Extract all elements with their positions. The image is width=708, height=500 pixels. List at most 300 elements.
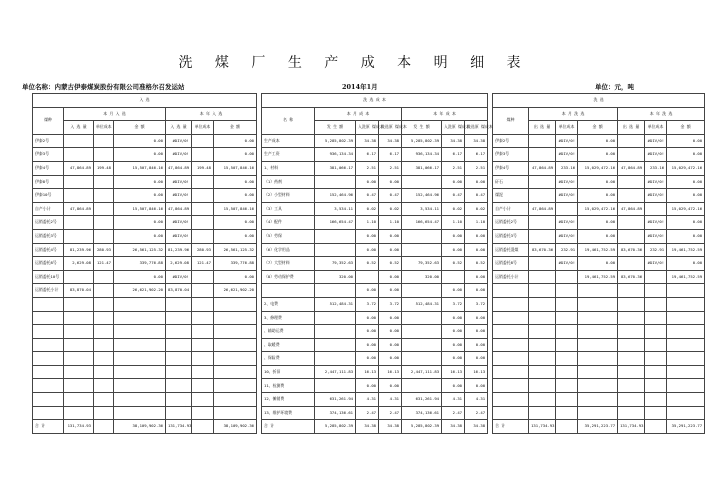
cell-m-uc — [94, 379, 114, 393]
table-row — [33, 325, 705, 339]
cell-o-amt — [578, 297, 618, 311]
cell-c-in: 0.00 — [356, 338, 379, 352]
cell-c-wash: 0.00 — [379, 379, 402, 393]
table-row — [33, 189, 705, 203]
cell-y-uc: 280.93 — [192, 243, 214, 257]
cell-y-uc — [192, 134, 214, 148]
cell-m-qty — [64, 311, 94, 325]
cell-oy-amt: 0.00 — [667, 216, 705, 230]
cell-o-uc: #DIV/0! — [556, 134, 578, 148]
cell-oy-qty — [618, 284, 645, 298]
cell-oy-uc — [645, 379, 667, 393]
cell-oy-uc — [645, 406, 667, 420]
cell-cy-amt: 631,261.94 — [402, 393, 442, 407]
cell-m-qty — [64, 216, 94, 230]
cell-oy-uc — [645, 420, 667, 434]
cell-coal: 运销委托小计 — [33, 284, 64, 298]
cell-o-qty — [529, 352, 556, 366]
cell-o-amt: 19,461,752.59 — [578, 270, 618, 284]
cell-oy-uc: 233.16 — [645, 161, 667, 175]
cell-cy-in: 0.00 — [442, 352, 465, 366]
cell-c-wash: 0.02 — [379, 202, 402, 216]
cell-y-qty: 47,864.89 — [166, 161, 192, 175]
cell-m-amt: 339,776.88 — [114, 257, 166, 271]
cell-oy-amt: 35,291,223.77 — [667, 420, 705, 434]
cell-cy-in: 0.00 — [442, 338, 465, 352]
cell-y-qty: 81,239.96 — [166, 243, 192, 257]
cell-cy-amt: 152,464.96 — [402, 189, 442, 203]
cell-coal: 伊泰10号 — [33, 189, 64, 203]
cell-cy-wash: 34.38 — [465, 420, 488, 434]
cell-oy-amt: 0.00 — [667, 134, 705, 148]
cell-o-uc — [556, 379, 578, 393]
cell-m-qty: 47,864.89 — [64, 161, 94, 175]
cell-o-amt: 0.00 — [578, 257, 618, 271]
unit-name: 单位名称：内蒙古伊泰煤炭股份有限公司准格尔召发运站 — [22, 83, 185, 91]
cell-o-uc: #DIV/0! — [556, 148, 578, 162]
table-row — [33, 393, 705, 407]
cell-oy-amt — [667, 325, 705, 339]
cell-o-uc: #DIV/0! — [556, 216, 578, 230]
cell-y-qty: #DIV/0! — [166, 189, 192, 203]
cell-o-uc — [556, 393, 578, 407]
cell-o-uc — [556, 202, 578, 216]
cell-m-amt — [114, 311, 166, 325]
cell-m-uc — [94, 365, 114, 379]
cell-cy-amt: 5,285,802.39 — [402, 420, 442, 434]
cell-coal2: 矸石 — [493, 175, 529, 189]
cell-oy-qty — [618, 338, 645, 352]
cell-y-uc — [192, 379, 214, 393]
cell-m-amt: 15,507,846.16 — [114, 161, 166, 175]
cell-cy-wash: 4.31 — [465, 393, 488, 407]
cell-cy-amt — [402, 243, 442, 257]
cell-o-uc: #DIV/0! — [556, 229, 578, 243]
cell-y-qty: #DIV/0! — [166, 134, 192, 148]
washing-header: 洗 选 — [493, 94, 705, 108]
table-row — [33, 148, 705, 162]
cell-cy-wash: 0.00 — [465, 270, 488, 284]
cell-oy-amt: 15,029,472.16 — [667, 161, 705, 175]
cell-o-uc — [556, 406, 578, 420]
cell-y-uc — [192, 284, 214, 298]
cell-oy-qty — [618, 175, 645, 189]
cell-cy-in — [442, 270, 465, 284]
cell-name: （6）化学用品 — [262, 243, 315, 257]
cell-coal2: 自产小计 — [493, 202, 529, 216]
cell-coal — [33, 338, 64, 352]
cell-oy-qty: 131,734.93 — [618, 420, 645, 434]
cell-coal2: 运销委托3号 — [493, 229, 529, 243]
cell-oy-uc: #DIV/0! — [645, 134, 667, 148]
cell-c-wash: 4.31 — [379, 393, 402, 407]
cell-c-in: 34.38 — [356, 134, 379, 148]
cell-coal: 运销委托10号 — [33, 270, 64, 284]
cell-coal2 — [493, 325, 529, 339]
cell-m-uc — [94, 202, 114, 216]
cell-y-uc — [192, 202, 214, 216]
table-row — [33, 338, 705, 352]
cell-oy-uc: #DIV/0! — [645, 175, 667, 189]
cell-coal: 运销委托4号 — [33, 243, 64, 257]
cell-c-amt — [315, 229, 356, 243]
cell-o-amt: 0.00 — [578, 148, 618, 162]
cell-m-amt — [114, 379, 166, 393]
cell-oy-qty — [618, 297, 645, 311]
cell-c-in: 3.72 — [356, 297, 379, 311]
cell-oy-qty — [618, 216, 645, 230]
cell-cy-amt — [402, 175, 442, 189]
cell-m-uc — [94, 148, 114, 162]
table-row — [33, 257, 705, 271]
cell-cy-wash: 0.00 — [465, 284, 488, 298]
cell-y-qty — [166, 352, 192, 366]
cell-y-amt: 26,561,125.32 — [214, 243, 257, 257]
cell-y-uc — [192, 311, 214, 325]
cell-oy-qty — [618, 134, 645, 148]
cell-y-uc — [192, 189, 214, 203]
cell-c-amt: 79,352.63 — [315, 257, 356, 271]
cell-coal — [33, 325, 64, 339]
cell-c-amt: 381,066.17 — [315, 161, 356, 175]
table-row — [33, 243, 705, 257]
col-amount-year: 金 额 — [214, 121, 257, 135]
cell-cy-wash: 3.72 — [465, 297, 488, 311]
cell-o-amt: 0.00 — [578, 175, 618, 189]
cell-m-amt — [114, 338, 166, 352]
cell-name: （8）劳动保护费 — [262, 270, 315, 284]
cell-cy-wash: 0.00 — [465, 338, 488, 352]
cell-oy-qty: 47,864.89 — [618, 202, 645, 216]
cell-cy-wash: 0.00 — [465, 229, 488, 243]
cell-y-uc — [192, 297, 214, 311]
cell-c-in: 0.00 — [356, 352, 379, 366]
cell-oy-uc: 232.91 — [645, 243, 667, 257]
table-row — [33, 270, 705, 284]
cell-coal2 — [493, 406, 529, 420]
cell-oy-qty — [618, 379, 645, 393]
cell-m-amt — [114, 325, 166, 339]
cell-name: 2、电费 — [262, 297, 315, 311]
cell-c-wash: 0.00 — [379, 338, 402, 352]
cell-coal — [33, 379, 64, 393]
cell-oy-amt: 0.00 — [667, 148, 705, 162]
cell-y-uc — [192, 325, 214, 339]
cell-m-amt: 0.00 — [114, 229, 166, 243]
cell-coal2 — [493, 311, 529, 325]
cell-coal: 运销委托8号 — [33, 257, 64, 271]
cell-oy-uc: #DIV/0! — [645, 216, 667, 230]
cell-oy-qty: 83,670.36 — [618, 270, 645, 284]
cell-c-amt — [315, 352, 356, 366]
cell-o-uc — [556, 352, 578, 366]
col-out-unit-cost: 单位成本 — [556, 121, 578, 135]
cell-y-uc: 199.48 — [192, 161, 214, 175]
cell-cy-in: 6.17 — [442, 148, 465, 162]
cell-oy-qty — [618, 352, 645, 366]
col-out-unit-cost-year: 单位成本 — [645, 121, 667, 135]
cell-oy-qty — [618, 311, 645, 325]
cell-c-in: 2.47 — [356, 406, 379, 420]
cell-cy-wash: 0.00 — [465, 311, 488, 325]
cell-c-amt: 5,285,802.39 — [315, 420, 356, 434]
cell-o-qty — [529, 338, 556, 352]
cell-c-wash: 1.10 — [379, 216, 402, 230]
cell-m-uc — [94, 420, 114, 434]
cell-m-qty — [64, 325, 94, 339]
cell-o-qty — [529, 175, 556, 189]
col-per-ton-intake: 入洗原 煤成本 — [356, 121, 379, 135]
cell-cy-amt: 2,447,111.83 — [402, 365, 442, 379]
cell-coal2: 运销委托小计 — [493, 270, 529, 284]
cell-oy-uc — [645, 338, 667, 352]
cell-cy-in: 0.02 — [442, 202, 465, 216]
cell-c-wash: 0.52 — [379, 257, 402, 271]
cell-cy-in: 0.52 — [442, 257, 465, 271]
cell-y-uc — [192, 175, 214, 189]
cell-o-uc — [556, 284, 578, 298]
cell-oy-qty: 47,864.89 — [618, 161, 645, 175]
cell-y-qty: #DIV/0! — [166, 270, 192, 284]
cell-o-qty: 131,734.93 — [529, 420, 556, 434]
cell-name: 合 计 — [262, 420, 315, 434]
cell-name: （5）劳保 — [262, 229, 315, 243]
cell-c-wash: 3.72 — [379, 297, 402, 311]
cell-oy-uc: #DIV/0! — [645, 189, 667, 203]
cell-y-uc — [192, 365, 214, 379]
cell-c-amt — [315, 379, 356, 393]
cell-cy-amt: 320.00 — [402, 270, 442, 284]
cell-c-wash: 0.00 — [379, 243, 402, 257]
cell-o-uc — [556, 297, 578, 311]
cell-coal: 伊泰8号 — [33, 175, 64, 189]
unit-label: 单位：元，吨 — [595, 83, 634, 91]
col-per-ton-washed-year: 洗选原 煤成本 — [465, 121, 488, 135]
cell-c-in: 0.00 — [356, 311, 379, 325]
header-row-1 — [33, 94, 705, 108]
col-per-ton-intake-year: 入洗原 煤成本 — [442, 121, 465, 135]
cell-name: 生产成本 — [262, 134, 315, 148]
cell-y-amt — [214, 393, 257, 407]
cell-m-amt — [114, 393, 166, 407]
cell-coal2 — [493, 297, 529, 311]
cell-y-qty: 47,864.89 — [166, 202, 192, 216]
table-row — [33, 229, 705, 243]
cell-cy-wash: 0.47 — [465, 189, 488, 203]
cell-oy-amt: 0.00 — [667, 229, 705, 243]
cell-oy-qty — [618, 148, 645, 162]
cell-o-amt: 15,029,472.16 — [578, 202, 618, 216]
cell-m-uc — [94, 189, 114, 203]
cell-oy-uc — [645, 325, 667, 339]
cell-c-amt: 5,285,802.39 — [315, 134, 356, 148]
cell-m-qty: 2,629.08 — [64, 257, 94, 271]
cell-y-uc — [192, 148, 214, 162]
cell-name: 11、检测费 — [262, 379, 315, 393]
cell-cy-in: 0.00 — [442, 175, 465, 189]
cell-coal — [33, 352, 64, 366]
cell-name: 10、折旧 — [262, 365, 315, 379]
header-row-2 — [33, 107, 705, 121]
cell-c-in: 1.10 — [356, 216, 379, 230]
cell-c-in: 0.02 — [356, 202, 379, 216]
cell-c-amt: 512,484.31 — [315, 297, 356, 311]
cell-cy-in: 2.47 — [442, 406, 465, 420]
cell-c-amt — [315, 311, 356, 325]
cell-y-qty: #DIV/0! — [166, 216, 192, 230]
cost-year-header: 本 年 成 本 — [402, 107, 488, 121]
cell-c-in: 16.13 — [356, 365, 379, 379]
col-outbound-qty-year: 出 选 量 — [618, 121, 645, 135]
cell-oy-amt: 15,029,472.16 — [667, 202, 705, 216]
cell-m-uc — [94, 338, 114, 352]
cell-o-qty: 47,864.89 — [529, 161, 556, 175]
cell-cy-in: 0.00 — [442, 229, 465, 243]
cell-oy-amt — [667, 379, 705, 393]
table-row — [33, 379, 705, 393]
cell-cy-wash: 2.51 — [465, 161, 488, 175]
table-row — [33, 406, 705, 420]
cell-name: （3）工具 — [262, 202, 315, 216]
cell-c-amt: 936,134.34 — [315, 148, 356, 162]
col-outbound-qty: 出 选 量 — [529, 121, 556, 135]
cell-m-amt: 15,507,846.16 — [114, 202, 166, 216]
cell-cy-in: 2.51 — [442, 161, 465, 175]
cell-coal2: 伊泰2号 — [493, 134, 529, 148]
cell-cy-in: 1.10 — [442, 216, 465, 230]
cost-detail-table — [32, 93, 705, 434]
cell-c-wash: 0.00 — [379, 352, 402, 366]
cell-c-wash: 0.47 — [379, 189, 402, 203]
cell-y-qty: 83,870.04 — [166, 284, 192, 298]
cell-oy-amt: 19,461,752.59 — [667, 270, 705, 284]
cell-o-qty — [529, 134, 556, 148]
cell-m-qty — [64, 297, 94, 311]
cell-m-qty — [64, 365, 94, 379]
cell-y-amt: 339,776.88 — [214, 257, 257, 271]
cell-c-wash: 6.17 — [379, 148, 402, 162]
cell-m-uc — [94, 406, 114, 420]
col-unit-cost: 单位成本 — [94, 121, 114, 135]
cell-o-qty — [529, 270, 556, 284]
cell-c-in: 0.00 — [356, 284, 379, 298]
cell-c-wash: 16.13 — [379, 365, 402, 379]
cell-oy-amt: 0.00 — [667, 189, 705, 203]
cell-c-amt: 152,464.96 — [315, 189, 356, 203]
cell-name: （1）药剂 — [262, 175, 315, 189]
cell-name: 3、修理费 — [262, 311, 315, 325]
cell-c-in: 6.17 — [356, 148, 379, 162]
cell-c-in: 0.00 — [356, 243, 379, 257]
cell-coal: 伊泰3号 — [33, 148, 64, 162]
cell-cy-amt: 5,285,802.39 — [402, 134, 442, 148]
cell-oy-amt: 0.00 — [667, 175, 705, 189]
cell-coal2 — [493, 352, 529, 366]
coal-type-header: 煤种 — [33, 107, 64, 134]
cell-coal2: 合 计 — [493, 420, 529, 434]
cell-m-uc — [94, 134, 114, 148]
cell-c-in: 0.00 — [356, 229, 379, 243]
cell-o-qty — [529, 406, 556, 420]
cell-coal2: 煤泥 — [493, 189, 529, 203]
cell-c-amt: 631,261.94 — [315, 393, 356, 407]
cell-y-amt: 0.00 — [214, 270, 257, 284]
cell-y-qty — [166, 365, 192, 379]
cell-coal2: 伊泰4号 — [493, 161, 529, 175]
cell-c-wash: 0.00 — [379, 270, 402, 284]
cell-m-qty — [64, 379, 94, 393]
cell-m-amt: 38,109,902.36 — [114, 420, 166, 434]
cell-oy-uc — [645, 270, 667, 284]
cell-m-qty — [64, 229, 94, 243]
cell-o-amt — [578, 406, 618, 420]
cell-m-uc: 199.48 — [94, 161, 114, 175]
cell-cy-wash: 34.38 — [465, 134, 488, 148]
cell-oy-qty — [618, 406, 645, 420]
cell-m-qty: 81,239.96 — [64, 243, 94, 257]
cell-y-amt — [214, 365, 257, 379]
cell-y-uc — [192, 352, 214, 366]
cell-cy-wash: 0.00 — [465, 325, 488, 339]
cell-y-amt: 0.00 — [214, 216, 257, 230]
cell-y-amt — [214, 406, 257, 420]
cell-oy-qty — [618, 257, 645, 271]
cell-o-amt — [578, 325, 618, 339]
cell-cy-in: 34.38 — [442, 420, 465, 434]
cell-coal2: 伊泰3号 — [493, 148, 529, 162]
cell-cy-wash: 0.00 — [465, 352, 488, 366]
cell-name: 、取暖费 — [262, 338, 315, 352]
cell-y-qty: #DIV/0! — [166, 148, 192, 162]
cell-c-in: 0.52 — [356, 257, 379, 271]
cell-coal: 运销委托2号 — [33, 216, 64, 230]
cell-oy-uc — [645, 365, 667, 379]
cell-o-uc — [556, 420, 578, 434]
cell-name: （4）配件 — [262, 216, 315, 230]
cell-oy-qty — [618, 189, 645, 203]
cell-o-qty — [529, 311, 556, 325]
table-row — [33, 161, 705, 175]
cell-o-amt — [578, 393, 618, 407]
cell-c-amt: 3,534.11 — [315, 202, 356, 216]
cell-oy-uc — [645, 393, 667, 407]
cell-c-in: 0.47 — [356, 189, 379, 203]
cell-coal — [33, 393, 64, 407]
cell-c-in: 0.00 — [356, 325, 379, 339]
cell-c-in: 34.38 — [356, 420, 379, 434]
cell-m-qty — [64, 148, 94, 162]
table-row — [33, 365, 705, 379]
cell-oy-amt — [667, 352, 705, 366]
cell-c-in — [356, 270, 379, 284]
cell-o-uc: #DIV/0! — [556, 189, 578, 203]
cell-o-amt — [578, 338, 618, 352]
cell-y-amt: 0.00 — [214, 134, 257, 148]
cell-cy-in: 0.00 — [442, 311, 465, 325]
cell-y-qty — [166, 338, 192, 352]
cell-o-qty — [529, 229, 556, 243]
cell-oy-amt: 19,461,752.59 — [667, 243, 705, 257]
cell-cy-in: 0.00 — [442, 379, 465, 393]
cell-cy-in: 0.00 — [442, 325, 465, 339]
cell-coal2: 运销委托2号 — [493, 216, 529, 230]
cell-oy-qty — [618, 393, 645, 407]
cell-name: 1、材料 — [262, 161, 315, 175]
cell-c-amt — [315, 284, 356, 298]
cell-oy-amt — [667, 338, 705, 352]
cell-coal2 — [493, 284, 529, 298]
cell-cy-wash: 0.00 — [465, 175, 488, 189]
